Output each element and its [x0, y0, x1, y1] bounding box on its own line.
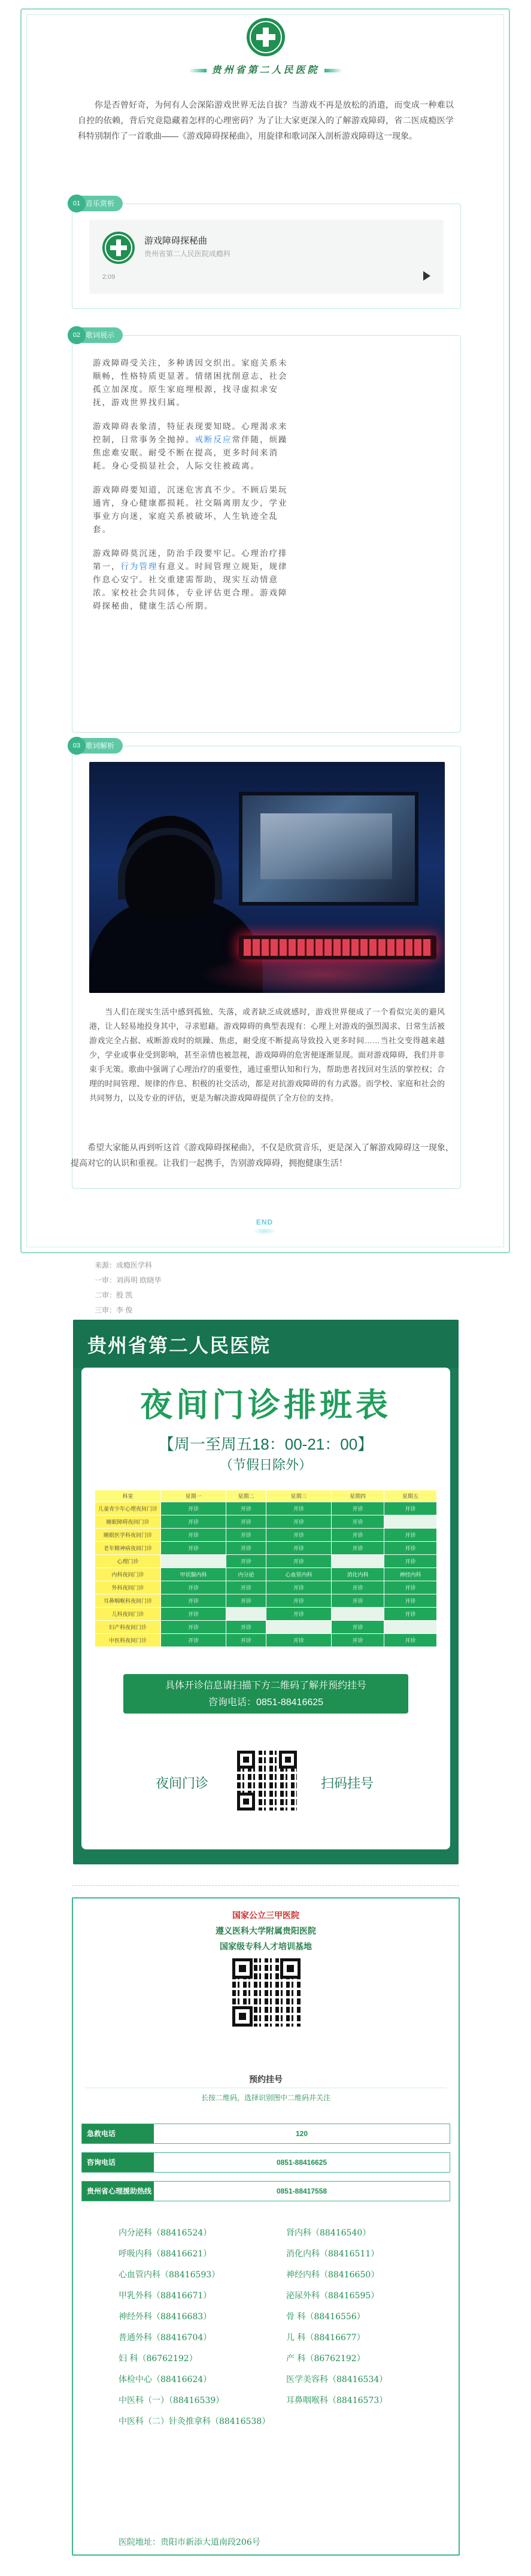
department-list	[119, 2223, 418, 2432]
department-row	[119, 2370, 418, 2390]
analysis-paragraph: 当人们在现实生活中感到孤独、失落，或者缺乏成就感时，游戏世界便成了一个看似完美的避风港，让人轻易地投身其中，寻求慰藉。游戏障碍的典型表现有：心理上对游戏的强烈渴求、日常生活被游戏完全占据、戒断游戏时的烦躁、焦虑，耐受度不断提高导致投入更多时间……当社交变得越来越少，学业或事业受到影响，甚至亲情也被忽视，游戏障碍的危害便逐渐显现。面对游戏障碍，我们并非束手无策。歌曲中强调了心理治疗的重要性，通过重塑认知和行为，帮助患者找回对生活的掌控权；合理的时间管理、规律的作息、积极的社交活动，都是对抗游戏障碍的有力武器。而学校、家庭和社会的共同努力，以及专业的评估，更是为解决游戏障碍提供了全方位的支持。	[89, 1007, 445, 1102]
lyrics-text-part: 游戏障碍莫沉迷，防治手段要牢记。心理治疗排第一，	[93, 549, 288, 571]
registration-title: 预约挂号	[249, 2074, 283, 2084]
table-dept-cell: 睡眠医学科夜间门诊	[95, 1529, 161, 1542]
table-cell: 开诊	[332, 1542, 384, 1555]
info-title-2: 遵义医科大学附属贵阳医院	[216, 1926, 316, 1936]
table-dept-cell: 心理门诊	[95, 1555, 161, 1568]
table-dept-cell: 外科夜间门诊	[95, 1581, 161, 1594]
play-icon[interactable]	[423, 271, 430, 281]
table-header-cell: 星期一	[161, 1490, 226, 1502]
credit-review-2: 二审：殷 凯	[95, 1291, 133, 1299]
department-row	[119, 2265, 418, 2286]
registration-instructions: 长按二维码，选择识别图中二维码并关注	[201, 2094, 330, 2102]
table-dept-cell: 耳鼻咽喉科夜间门诊	[95, 1594, 161, 1608]
table-cell: 开诊	[226, 1621, 266, 1634]
keyboard-image	[239, 935, 436, 959]
qr-code-icon[interactable]	[237, 1751, 297, 1811]
table-cell: 开诊	[161, 1634, 226, 1647]
table-cell: 开诊	[332, 1634, 384, 1647]
poster-phone-line: 咨询电话：0851-88416625	[208, 1697, 324, 1708]
table-cell: 开诊	[384, 1542, 437, 1555]
department-entry: 内分泌科（88416524）	[119, 2228, 212, 2238]
lyrics-text	[93, 357, 290, 624]
department-row	[119, 2390, 418, 2411]
phone-number[interactable]: 0851-88417558	[276, 2187, 327, 2195]
gamer-photo	[89, 762, 445, 993]
hospital-info-box	[72, 1897, 460, 2556]
info-title-1: 国家公立三甲医院	[232, 1910, 299, 1920]
poster-card	[81, 1368, 450, 1849]
table-cell: 内分泌	[226, 1568, 266, 1581]
poster-title: 夜间门诊排班表	[140, 1387, 392, 1423]
section-title: 歌词展示	[86, 331, 115, 339]
section-analysis	[72, 742, 461, 1189]
table-cell: 开诊	[332, 1502, 384, 1515]
table-cell: 开诊	[226, 1594, 266, 1608]
table-cell: 开诊	[161, 1581, 226, 1594]
department-entry: 中医科（一）（88416539）	[119, 2396, 224, 2405]
credit-source: 来源：成瘾医学科	[95, 1261, 153, 1269]
hospital-signature	[0, 62, 531, 76]
table-row	[95, 1581, 437, 1594]
lyrics-verse	[93, 420, 290, 473]
table-row	[95, 1515, 437, 1529]
table-row	[95, 1529, 437, 1542]
table-cell: 开诊	[384, 1581, 437, 1594]
table-row	[95, 1502, 437, 1515]
department-entry: 体检中心（88416624）	[119, 2375, 212, 2384]
schedule-table	[95, 1490, 437, 1647]
table-cell: 开诊	[384, 1594, 437, 1608]
hospital-address: 医院地址：贵阳市新添大道南段206号	[119, 2538, 260, 2547]
table-header-cell: 星期二	[226, 1490, 266, 1502]
table-cell: 消化内科	[332, 1568, 384, 1581]
table-header-cell: 星期四	[332, 1490, 384, 1502]
table-row	[95, 1555, 437, 1568]
table-row	[95, 1634, 437, 1647]
department-entry: 普通外科（88416704）	[119, 2333, 212, 2343]
table-cell: 开诊	[332, 1529, 384, 1542]
table-cell: 开诊	[384, 1608, 437, 1621]
section-title: 歌词解析	[86, 742, 115, 750]
department-row	[119, 2349, 418, 2370]
decoration-right	[324, 69, 342, 72]
department-entry: 神经外科（88416683）	[119, 2312, 212, 2322]
table-cell: 开诊	[266, 1634, 331, 1647]
hospital-signature-text: 贵州省第二人民医院	[211, 64, 320, 75]
table-dept-cell: 妇产科夜间门诊	[95, 1621, 161, 1634]
phone-row-emergency	[81, 2124, 450, 2144]
table-dept-cell: 老年精神病夜间门诊	[95, 1542, 161, 1555]
department-row	[119, 2307, 418, 2328]
lyrics-text-part: 有意义。时间管理立规矩，规律作息心安宁。社交重建需帮助，现实互动情意浓。家校社会共同体，专业评估更合理。游戏障碍探秘曲，健康生活心所期。	[93, 562, 288, 610]
phone-row-consult	[81, 2152, 450, 2173]
table-row	[95, 1621, 437, 1634]
department-entry: 心血管内科（88416593）	[119, 2270, 220, 2280]
audio-cover-icon	[102, 232, 135, 264]
department-row	[119, 2286, 418, 2307]
department-entry: 儿 科（88416677）	[286, 2333, 365, 2343]
table-cell: 开诊	[384, 1502, 437, 1515]
department-entry: 肾内科（88416540）	[286, 2228, 371, 2238]
department-row	[119, 2223, 418, 2244]
audio-duration: 2:09	[102, 274, 116, 281]
lyrics-verse: 游戏障碍受关注，多种诱因交织出。家庭关系未顺畅，性格特质更显著。情绪困扰削意志，社会孤立加深度。原生家庭埋根源，找寻虚拟求安抚，游戏世界找归属。	[93, 359, 288, 407]
intro-paragraph: 你是否曾好奇，为何有人会深陷游戏世界无法自拔？当游戏不再是放松的消遣，而变成一种难以自控的依赖，背后究竟隐藏着怎样的心理密码？为了让大家更深入的了解游戏障碍，省二医成瘾医学科特别制作了一首歌曲——《游戏障碍探秘曲》，用旋律和歌词深入剖析游戏障碍这一现象。	[78, 100, 454, 141]
table-dept-cell: 内科夜间门诊	[95, 1568, 161, 1581]
table-cell: 开诊	[332, 1581, 384, 1594]
divider	[72, 1885, 459, 1886]
table-cell	[332, 1555, 384, 1568]
poster-info-line: 具体开诊信息请扫描下方二维码了解并预约挂号	[165, 1681, 366, 1691]
header	[0, 18, 531, 76]
poster-info-box	[123, 1674, 408, 1714]
night-clinic-poster	[73, 1320, 459, 1864]
table-cell: 开诊	[161, 1594, 226, 1608]
phone-number[interactable]: 120	[295, 2130, 308, 2138]
table-cell	[161, 1555, 226, 1568]
phone-label: 急救电话	[82, 2124, 154, 2143]
decoration-left	[189, 69, 207, 72]
department-row	[119, 2244, 418, 2265]
table-cell: 开诊	[226, 1502, 266, 1515]
table-cell: 开诊	[161, 1502, 226, 1515]
poster-label-right: 扫码挂号	[321, 1776, 374, 1791]
table-cell: 甲状腺内科	[161, 1568, 226, 1581]
department-entry: 消化内科（88416511）	[286, 2249, 380, 2259]
table-row	[95, 1568, 437, 1581]
phone-number[interactable]: 0851-88416625	[276, 2158, 327, 2167]
credits	[95, 1258, 161, 1318]
phone-row-hotline	[81, 2181, 450, 2201]
table-cell: 开诊	[161, 1608, 226, 1621]
poster-label-left: 夜间门诊	[156, 1776, 209, 1791]
section-number: 02	[68, 326, 86, 344]
table-cell: 开诊	[266, 1594, 331, 1608]
table-header-cell: 星期三	[266, 1490, 331, 1502]
end-mark	[247, 1218, 283, 1235]
department-entry: 神经内科（88416650）	[286, 2270, 380, 2280]
table-cell: 开诊	[266, 1581, 331, 1594]
monitor-image	[239, 792, 418, 906]
table-cell: 开诊	[226, 1529, 266, 1542]
table-dept-cell: 睡眠障碍夜间门诊	[95, 1515, 161, 1529]
table-cell	[384, 1621, 437, 1634]
table-dept-cell: 儿科夜间门诊	[95, 1608, 161, 1621]
registration-qr-code-icon[interactable]	[232, 1958, 301, 2027]
hospital-logo-icon	[247, 18, 285, 56]
table-cell: 开诊	[332, 1594, 384, 1608]
section-number: 01	[68, 195, 86, 212]
department-entry: 耳鼻咽喉科（88416573）	[286, 2396, 388, 2405]
table-dept-cell: 中医科夜间门诊	[95, 1634, 161, 1647]
table-cell: 开诊	[161, 1621, 226, 1634]
department-entry: 甲乳外科（88416671）	[119, 2291, 212, 2301]
table-cell: 开诊	[226, 1515, 266, 1529]
table-cell: 开诊	[384, 1555, 437, 1568]
department-entry: 医学美容科（88416534）	[286, 2375, 388, 2384]
table-cell: 开诊	[384, 1529, 437, 1542]
table-cell: 心血管内科	[266, 1568, 331, 1581]
department-row	[119, 2411, 418, 2432]
poster-holiday-note: （节假日除外）	[219, 1457, 312, 1472]
lyrics-text-part: 游戏障碍表象清，特征表现要知晓。心理渴求来控制，日常事务全抛掉。	[93, 422, 288, 444]
table-cell: 开诊	[266, 1608, 331, 1621]
table-cell: 开诊	[266, 1555, 331, 1568]
table-cell: 开诊	[266, 1502, 331, 1515]
table-dept-cell: 儿童青少年心理夜间门诊	[95, 1502, 161, 1515]
table-cell: 开诊	[384, 1634, 437, 1647]
department-row	[119, 2328, 418, 2349]
department-entry: 呼吸内科（88416621）	[119, 2249, 212, 2259]
poster-hospital-name: 贵州省第二人民医院	[87, 1335, 271, 1356]
department-entry: 骨 科（88416556）	[286, 2312, 365, 2322]
phone-label: 咨询电话	[82, 2153, 154, 2172]
section-label	[68, 738, 123, 754]
table-cell: 神经内科	[384, 1568, 437, 1581]
lyrics-link[interactable]: 戒断反应	[195, 435, 232, 444]
table-cell: 开诊	[332, 1621, 384, 1634]
end-text: END	[256, 1218, 274, 1226]
table-cell: 开诊	[266, 1542, 331, 1555]
table-header-cell: 科室	[95, 1490, 161, 1502]
table-cell	[384, 1515, 437, 1529]
table-cell: 开诊	[226, 1634, 266, 1647]
table-cell: 开诊	[226, 1542, 266, 1555]
closing-paragraph: 希望大家能从再到听这首《游戏障碍探秘曲》，不仅是欣赏音乐，更是深入了解游戏障碍这一现象，提高对它的认识和重视。让我们一起携手，告别游戏障碍，拥抱健康生活！	[71, 1143, 454, 1168]
poster-hours: 【周一至周五18：00-21：00】	[158, 1435, 374, 1453]
section-label	[68, 327, 123, 343]
audio-title: 游戏障碍探秘曲	[144, 236, 208, 246]
table-cell: 开诊	[161, 1529, 226, 1542]
lyrics-text-part: 常伴随，烦躁焦虑难安眠。耐受不断在提高，更多时间来消耗。身心受损显社会，人际交往被疏离。	[93, 435, 288, 470]
section-music	[72, 199, 461, 309]
lyrics-verse: 游戏障碍要知道，沉迷危害真不少。不顾后果玩通宵，身心健康都损耗。社交隔离朋友少，学业事业方向迷，家庭关系被破坏，人生轨迹全乱套。	[93, 485, 288, 534]
table-row	[95, 1594, 437, 1608]
table-cell: 开诊	[226, 1581, 266, 1594]
table-cell	[226, 1608, 266, 1621]
table-cell	[266, 1621, 331, 1634]
table-cell: 开诊	[266, 1529, 331, 1542]
section-number: 03	[68, 737, 86, 755]
phone-label: 贵州省心理援助热线	[82, 2182, 154, 2201]
credit-review-3: 三审：李 俊	[95, 1306, 133, 1314]
department-entry: 中医科（二）针灸推拿科（88416538）	[119, 2417, 271, 2426]
table-cell: 开诊	[226, 1555, 266, 1568]
credit-review-1: 一审：刘再明 欧晓华	[95, 1276, 162, 1284]
audio-subtitle: 贵州省第二人民医院成瘾科	[144, 250, 231, 258]
table-row	[95, 1542, 437, 1555]
department-entry: 泌尿外科（88416595）	[286, 2291, 380, 2301]
lyrics-link[interactable]: 行为管理	[120, 562, 158, 571]
table-cell: 开诊	[161, 1515, 226, 1529]
department-entry: 产 科（86762192）	[286, 2354, 365, 2364]
info-title-3: 国家级专科人才培训基地	[220, 1942, 312, 1951]
table-cell: 开诊	[161, 1542, 226, 1555]
section-label	[68, 196, 123, 211]
table-header-cell: 星期五	[384, 1490, 437, 1502]
section-title: 音乐赏析	[86, 199, 115, 208]
audio-player[interactable]	[89, 220, 444, 294]
lyrics-verse	[93, 547, 290, 613]
table-row	[95, 1608, 437, 1621]
table-cell	[332, 1608, 384, 1621]
table-cell: 开诊	[332, 1515, 384, 1529]
table-cell: 开诊	[266, 1515, 331, 1529]
department-entry: 妇 科（86762192）	[119, 2354, 198, 2364]
